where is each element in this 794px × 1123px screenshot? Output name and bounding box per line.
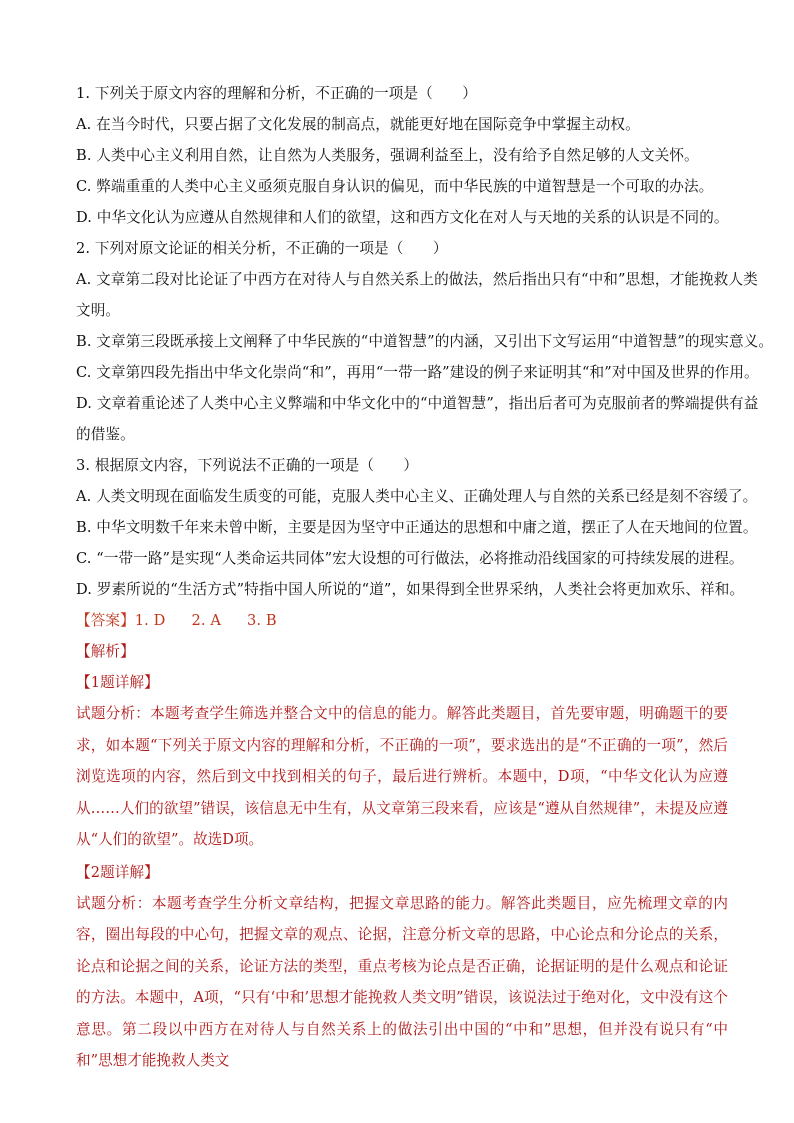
option-c: C. 弊端重重的人类中心主义亟须克服自身认识的偏见，而中华民族的中道智慧是一个可取的办法。 bbox=[76, 178, 714, 195]
answer-label: 【答案】 bbox=[76, 612, 135, 629]
analysis-label: 【解析】 bbox=[76, 643, 135, 660]
question-stem: 3. 根据原文内容，下列说法不正确的一项是（ ） bbox=[76, 457, 419, 474]
option-b: B. 人类中心主义利用自然，让自然为人类服务，强调利益至上，没有给予自然足够的人文关怀。 bbox=[76, 147, 699, 164]
option-d: D. 中华文化认为应遵从自然规律和人们的欲望，这和西方文化在对人与天地的关系的认识是不同的。 bbox=[76, 209, 729, 226]
option-b: B. 文章第三段既承接上文阐释了中华民族的“中道智慧”的内涵，又引出下文写运用“中道智慧”的现实意义。 bbox=[76, 333, 774, 350]
answer-item: 2. A bbox=[191, 612, 221, 629]
option-b: B. 中华文明数千年来未曾中断，主要是因为坚守中正通达的思想和中庸之道，摆正了人在天地间的位置。 bbox=[76, 519, 758, 536]
question-3 bbox=[76, 450, 758, 605]
detail-text-2: 试题分析：本题考查学生分析文章结构，把握文章思路的能力。解答此类题目，应先梳理文章的内容，圈出每段的中心句，把握文章的观点、论据，注意分析文章的思路，中心论点和分论点的关系，论点和论据之间的关系，论证方法的类型，重点考核为论点是否正确，论据证明的是什么观点和论证的方法。本题中，A项，“只有‘中和’思想才能挽救人类文明”错误，该说法过于绝对化，文中没有这个意思。第二段以中西方在对待人与自然关系上的做法引出中国的“中和”思想，但并没有说只有“中和”思想才能挽救人类文 bbox=[76, 894, 728, 1069]
detail-heading-2: 【2题详解】 bbox=[76, 863, 159, 881]
option-a: A. 文章第二段对比论证了中西方在对待人与自然关系上的做法，然后指出只有“中和”思想，才能挽救人类 bbox=[76, 271, 758, 288]
document-content bbox=[76, 78, 774, 1077]
question-stem: 1. 下列关于原文内容的理解和分析，不正确的一项是（ ） bbox=[76, 85, 477, 102]
option-a: A. 在当今时代，只要占据了文化发展的制高点，就能更好地在国际竞争中掌握主动权。 bbox=[76, 116, 640, 133]
option-a-continued: 文明。 bbox=[76, 302, 121, 319]
detail-heading-1: 【1题详解】 bbox=[76, 674, 159, 691]
question-1 bbox=[76, 78, 728, 233]
question-stem: 2. 下列对原文论证的相关分析，不正确的一项是（ ） bbox=[76, 240, 448, 257]
option-d: D. 罗素所说的“生活方式”特指中国人所说的“道”，如果得到全世界采纳，人类社会将更加欢乐、祥和。 bbox=[76, 581, 745, 598]
option-d: D. 文章着重论述了人类中心主义弊端和中华文化中的“中道智慧”，指出后者可为克服前者的弊端提供有益 bbox=[76, 395, 759, 412]
answer-item: 1. D bbox=[134, 612, 166, 629]
option-c: C. “一带一路”是实现“人类命运共同体”宏大设想的可行做法，必将推动沿线国家的可持续发展的进程。 bbox=[76, 550, 744, 567]
option-a: A. 人类文明现在面临发生质变的可能，克服人类中心主义、正确处理人与自然的关系已经是刻不容缓了。 bbox=[76, 488, 758, 505]
option-d-continued: 的借鉴。 bbox=[76, 426, 135, 443]
answer-line bbox=[76, 605, 728, 636]
answer-item: 3. B bbox=[246, 612, 277, 629]
detail-text-1: 试题分析：本题考查学生筛选并整合文中的信息的能力。解答此类题目，首先要审题，明确题干的要求，如本题“下列关于原文内容的理解和分析，不正确的一项”，要求选出的是“不正确的一项”，然后浏览选项的内容，然后到文中找到相关的句子，最后进行辨析。本题中，D项，“中华文化认为应遵从……人们的欲望”错误，该信息无中生有，从文章第三段来看，应该是“遵从自然规律”，未提及应遵从“人们的欲望”。故选D项。 bbox=[76, 705, 728, 848]
option-c: C. 文章第四段先指出中华文化崇尚“和”，再用“一带一路”建设的例子来证明其“和”对中国及世界的作用。 bbox=[76, 364, 759, 381]
question-2 bbox=[76, 233, 774, 450]
